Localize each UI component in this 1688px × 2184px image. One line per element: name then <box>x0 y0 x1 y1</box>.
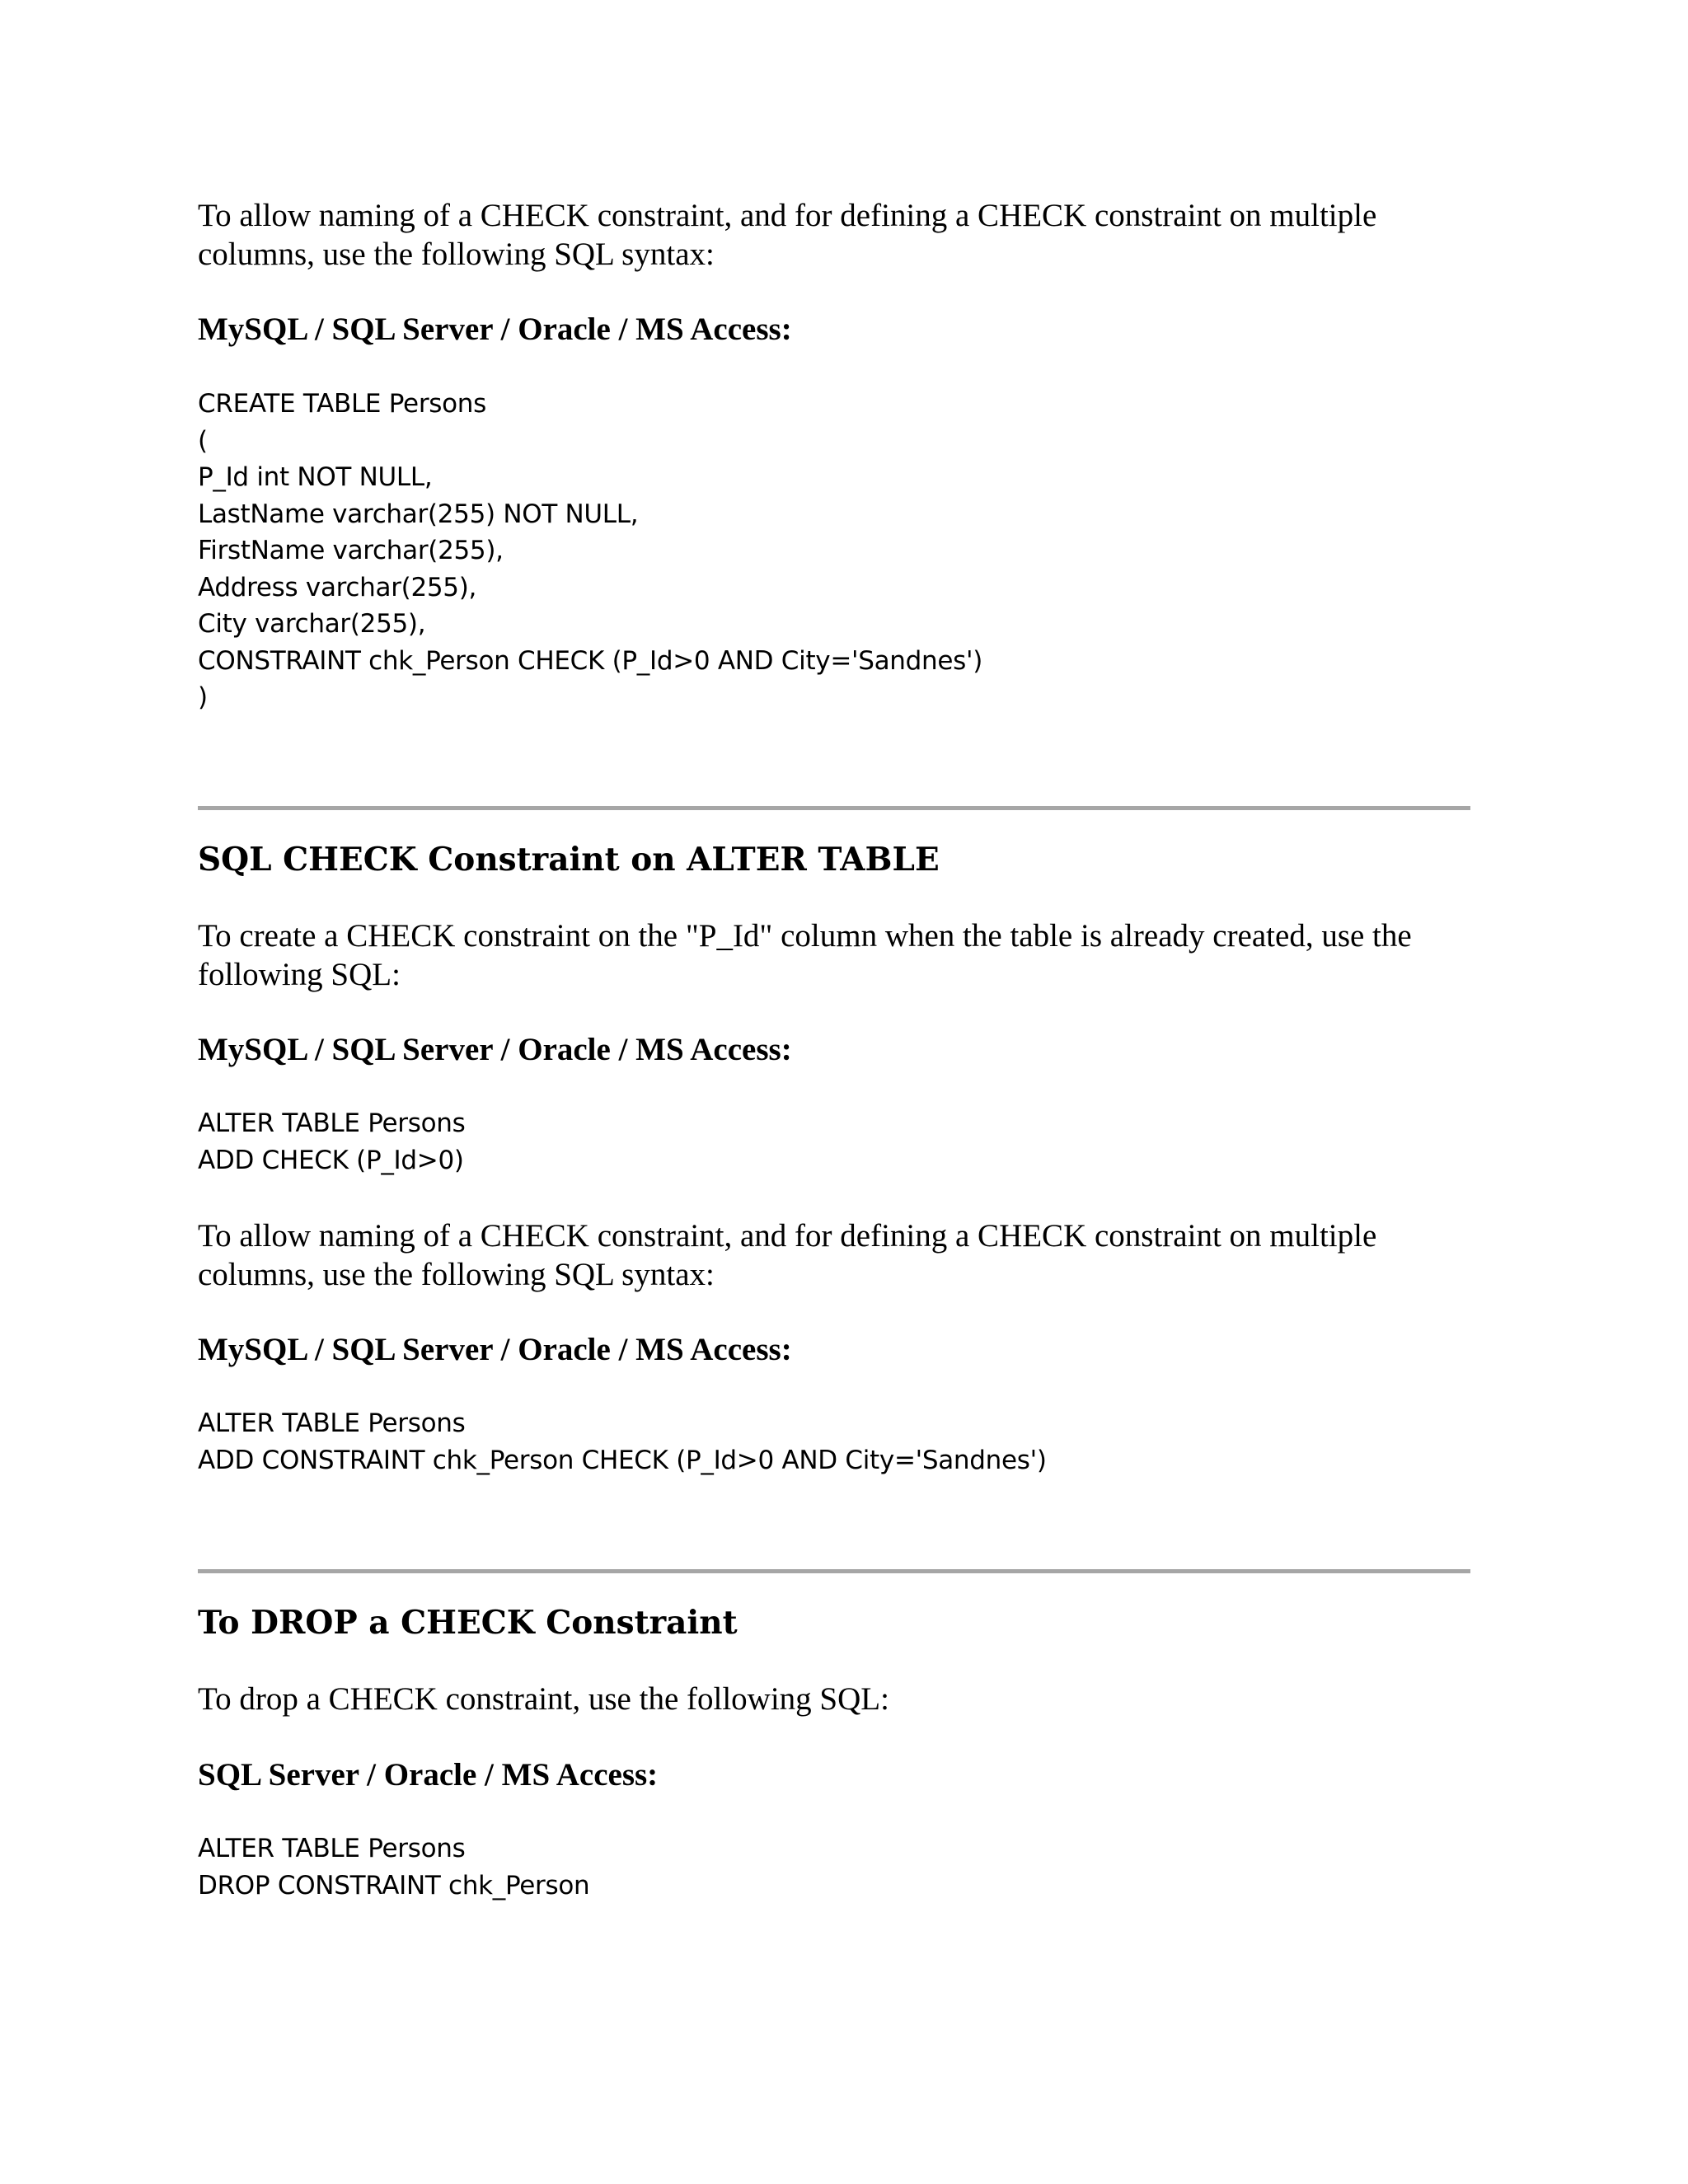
intro-line: following SQL: <box>198 957 401 992</box>
alter-intro-paragraph <box>198 916 1412 994</box>
code-line: ADD CONSTRAINT chk_Person CHECK (P_Id>0 AND City='Sandnes') <box>198 1445 1047 1475</box>
drop-intro-paragraph: To drop a CHECK constraint, use the following SQL: <box>198 1681 889 1717</box>
code-block-alter-add-constraint <box>198 1405 1047 1479</box>
code-line: City varchar(255), <box>198 609 426 639</box>
intro-line: To create a CHECK constraint on the "P_Id" column when the table is already created, use the <box>198 918 1412 954</box>
code-block-create-table <box>198 386 982 716</box>
db-heading: MySQL / SQL Server / Oracle / MS Access: <box>198 1032 792 1067</box>
code-line: ADD CHECK (P_Id>0) <box>198 1145 464 1175</box>
code-line: CONSTRAINT chk_Person CHECK (P_Id>0 AND City='Sandnes') <box>198 645 983 676</box>
code-line: P_Id int NOT NULL, <box>198 462 433 492</box>
db-heading: SQL Server / Oracle / MS Access: <box>198 1757 659 1793</box>
code-block-drop-constraint <box>198 1830 589 1904</box>
code-block-alter-add-check <box>198 1105 465 1179</box>
db-heading: MySQL / SQL Server / Oracle / MS Access: <box>198 312 792 347</box>
code-line: ALTER TABLE Persons <box>198 1834 466 1863</box>
intro-line: columns, use the following SQL syntax: <box>198 237 715 272</box>
intro-paragraph <box>198 196 1376 274</box>
horizontal-divider <box>198 806 1470 810</box>
code-line: Address varchar(255), <box>198 572 477 602</box>
code-line: FirstName varchar(255), <box>198 536 504 565</box>
code-line: DROP CONSTRAINT chk_Person <box>198 1870 590 1900</box>
intro-line: To allow naming of a CHECK constraint, and for defining a CHECK constraint on multiple <box>198 198 1377 233</box>
code-line: CREATE TABLE Persons <box>198 389 486 419</box>
horizontal-divider <box>198 1569 1470 1573</box>
intro-line: columns, use the following SQL syntax: <box>198 1257 715 1292</box>
intro-line: To allow naming of a CHECK constraint, and for defining a CHECK constraint on multiple <box>198 1218 1377 1254</box>
db-heading: MySQL / SQL Server / Oracle / MS Access: <box>198 1332 792 1367</box>
code-line: ALTER TABLE Persons <box>198 1408 466 1438</box>
code-line: ) <box>198 682 208 712</box>
code-line: ( <box>198 425 208 456</box>
code-line: LastName varchar(255) NOT NULL, <box>198 499 639 529</box>
alter-intro2-paragraph <box>198 1216 1376 1294</box>
code-line: ALTER TABLE Persons <box>198 1108 466 1138</box>
section-heading-alter-table: SQL CHECK Constraint on ALTER TABLE <box>198 841 940 879</box>
section-heading-drop: To DROP a CHECK Constraint <box>198 1604 738 1642</box>
